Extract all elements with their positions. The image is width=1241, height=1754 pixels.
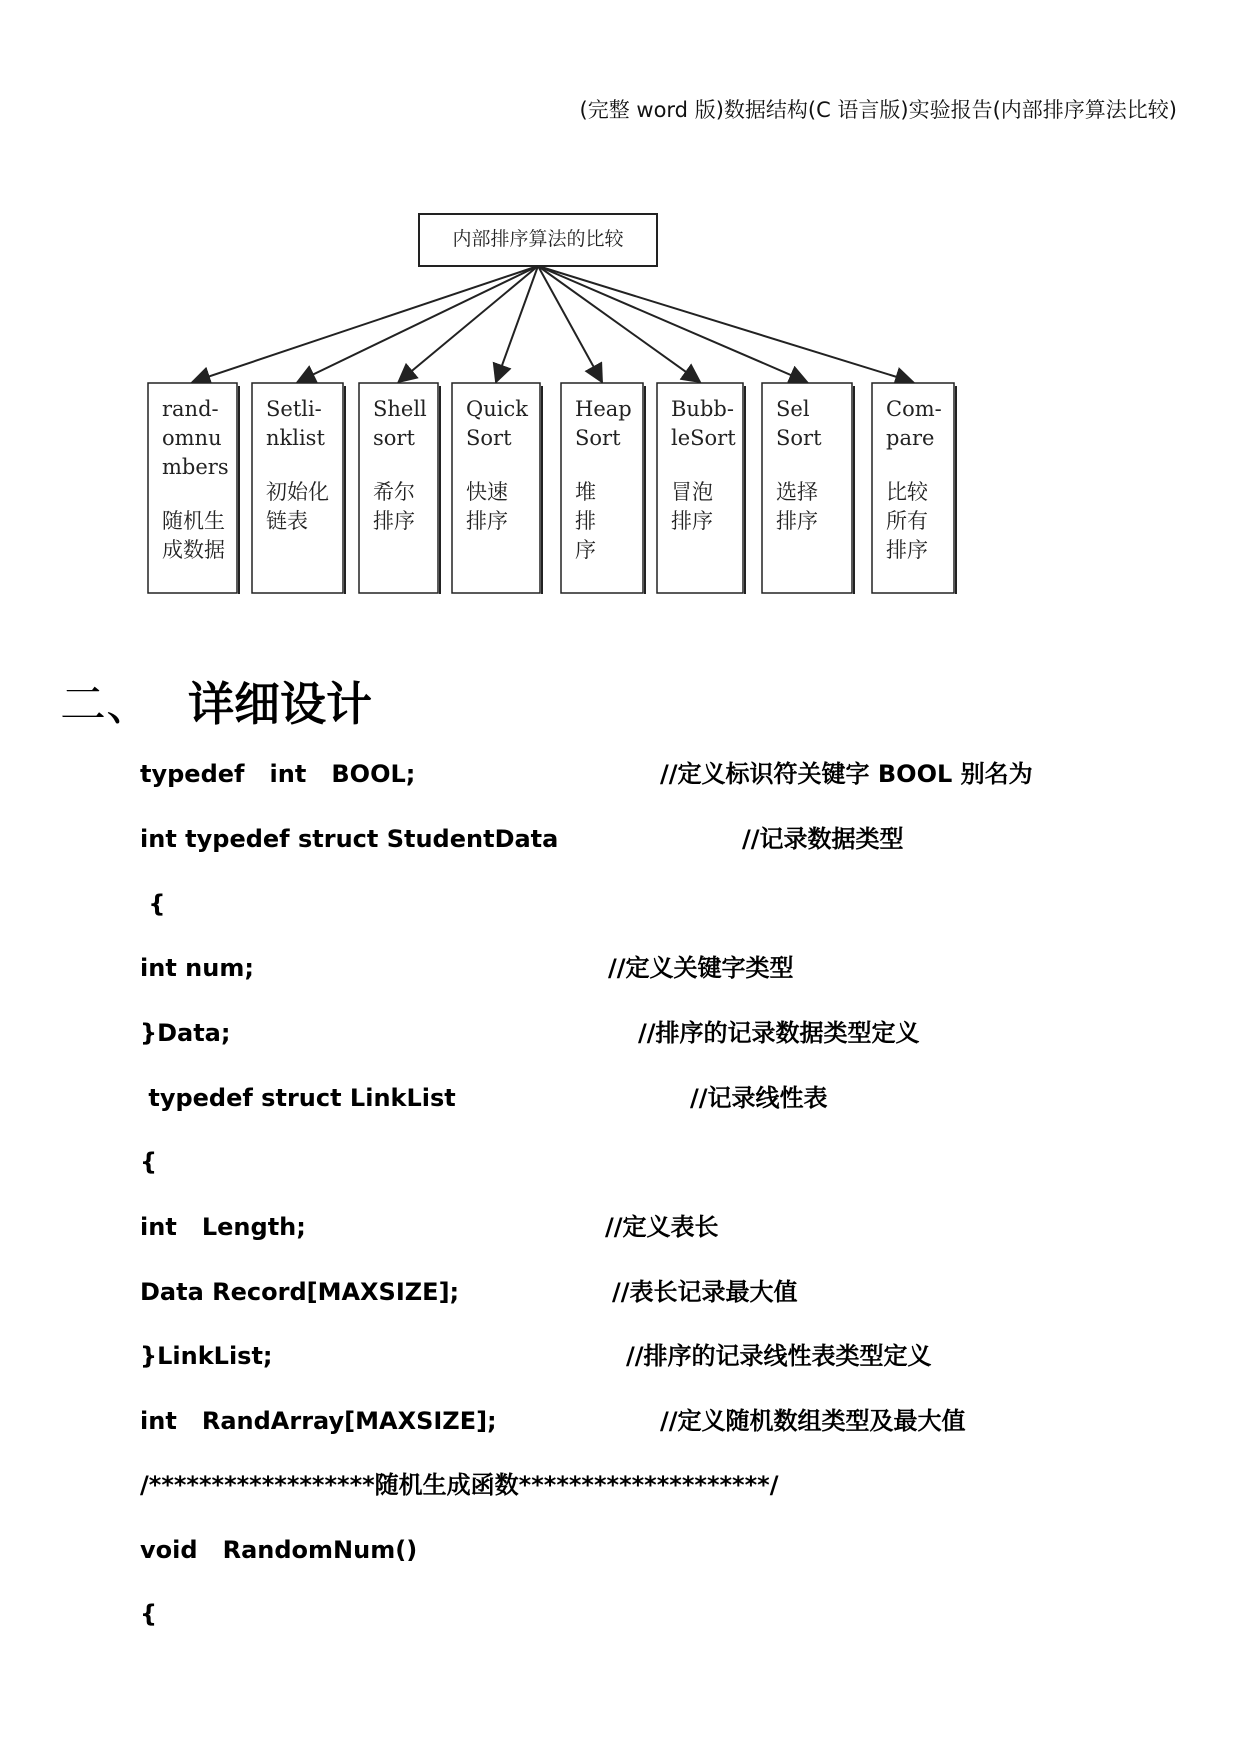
code-line: typedef int BOOL;	[140, 760, 416, 788]
code-comment: //定义标识符关键字 BOOL 别名为	[660, 760, 1033, 788]
code-line: int typedef struct StudentData	[140, 825, 559, 853]
section-title: 详细设计	[188, 677, 372, 731]
child-name-line: omnu	[162, 426, 222, 450]
child-name-line: Sort	[575, 426, 621, 450]
child-desc-line: 排序	[466, 509, 508, 533]
child-desc-line: 序	[575, 538, 596, 562]
code-line: {	[140, 1600, 158, 1628]
child-name-line: nklist	[266, 426, 325, 450]
page-header: (完整 word 版)数据结构(C 语言版)实验报告(内部排序算法比较)	[579, 98, 1177, 122]
child-desc-line: 成数据	[162, 538, 225, 562]
child-name-line: Bubb-	[671, 397, 734, 421]
child-name-line: Setli-	[266, 397, 322, 421]
code-comment: //排序的记录数据类型定义	[638, 1019, 920, 1047]
diagram-child-node	[561, 383, 645, 594]
child-desc-line: 排序	[886, 538, 928, 562]
child-desc-line: 排序	[671, 509, 713, 533]
section-number: 二、	[60, 677, 152, 731]
diagram-children	[148, 383, 956, 594]
child-name-line: Heap	[575, 397, 632, 421]
diagram-child-node	[762, 383, 854, 594]
child-desc-line: 选择	[776, 480, 818, 504]
child-name-line: Com-	[886, 397, 942, 421]
child-name-line: Sel	[776, 397, 810, 421]
code-comment: //表长记录最大值	[612, 1278, 798, 1306]
child-desc-line: 随机生	[162, 509, 225, 533]
section-heading	[60, 668, 372, 734]
child-desc-line: 冒泡	[671, 480, 713, 504]
code-line: int Length;	[140, 1213, 306, 1241]
code-comment: //定义表长	[605, 1213, 719, 1241]
child-desc-line: 希尔	[373, 480, 415, 504]
child-name-line: rand-	[162, 397, 219, 421]
child-desc-line: 快速	[466, 480, 508, 504]
code-comment: //排序的记录线性表类型定义	[626, 1342, 932, 1370]
diagram-child-node	[252, 383, 345, 594]
code-comment: //定义随机数组类型及最大值	[660, 1407, 966, 1435]
child-desc-line: 链表	[266, 509, 308, 533]
child-desc-line: 排序	[776, 509, 818, 533]
diagram-child-node	[657, 383, 745, 594]
diagram-child-node	[452, 383, 542, 594]
code-comment: //记录数据类型	[742, 825, 904, 853]
code-line: }LinkList;	[140, 1342, 273, 1370]
diagram-arrow	[193, 266, 539, 382]
child-name-line: pare	[886, 426, 935, 450]
diagram-child-node	[359, 383, 440, 594]
child-desc-line: 所有	[886, 509, 928, 533]
diagram-child-node	[148, 383, 239, 594]
code-comment: //记录线性表	[690, 1084, 828, 1112]
code-line: typedef struct LinkList	[140, 1084, 456, 1112]
code-line: {	[140, 1148, 158, 1176]
root-label: 内部排序算法的比较	[452, 228, 624, 250]
code-line: int num;	[140, 954, 254, 982]
child-name-line: Sort	[776, 426, 822, 450]
child-name-line: sort	[373, 426, 415, 450]
diagram-arrow	[538, 266, 700, 382]
diagram-child-node	[872, 383, 956, 594]
diagram-arrow	[538, 266, 807, 382]
child-name-line: Shell	[373, 397, 427, 421]
code-line: }Data;	[140, 1019, 231, 1047]
code-line: Data Record[MAXSIZE];	[140, 1278, 460, 1306]
code-line: int RandArray[MAXSIZE];	[140, 1407, 497, 1435]
code-comment: //定义关键字类型	[608, 954, 794, 982]
sort-algorithm-diagram	[0, 0, 1241, 640]
child-desc-line: 排	[575, 509, 596, 533]
child-desc-line: 初始化	[266, 480, 329, 504]
child-desc-line: 比较	[886, 480, 928, 504]
child-desc-line: 堆	[575, 480, 596, 504]
code-line: {	[140, 890, 166, 918]
child-desc-line: 排序	[373, 509, 415, 533]
code-line: void RandomNum()	[140, 1536, 418, 1564]
diagram-root-node	[419, 214, 657, 266]
code-line: /******************随机生成函数********************/	[140, 1471, 779, 1499]
child-name-line: mbers	[162, 455, 229, 479]
child-name-line: Sort	[466, 426, 512, 450]
diagram-arrows	[193, 266, 914, 382]
diagram-arrow	[538, 266, 913, 382]
child-name-line: Quick	[466, 397, 528, 421]
child-name-line: leSort	[671, 426, 736, 450]
